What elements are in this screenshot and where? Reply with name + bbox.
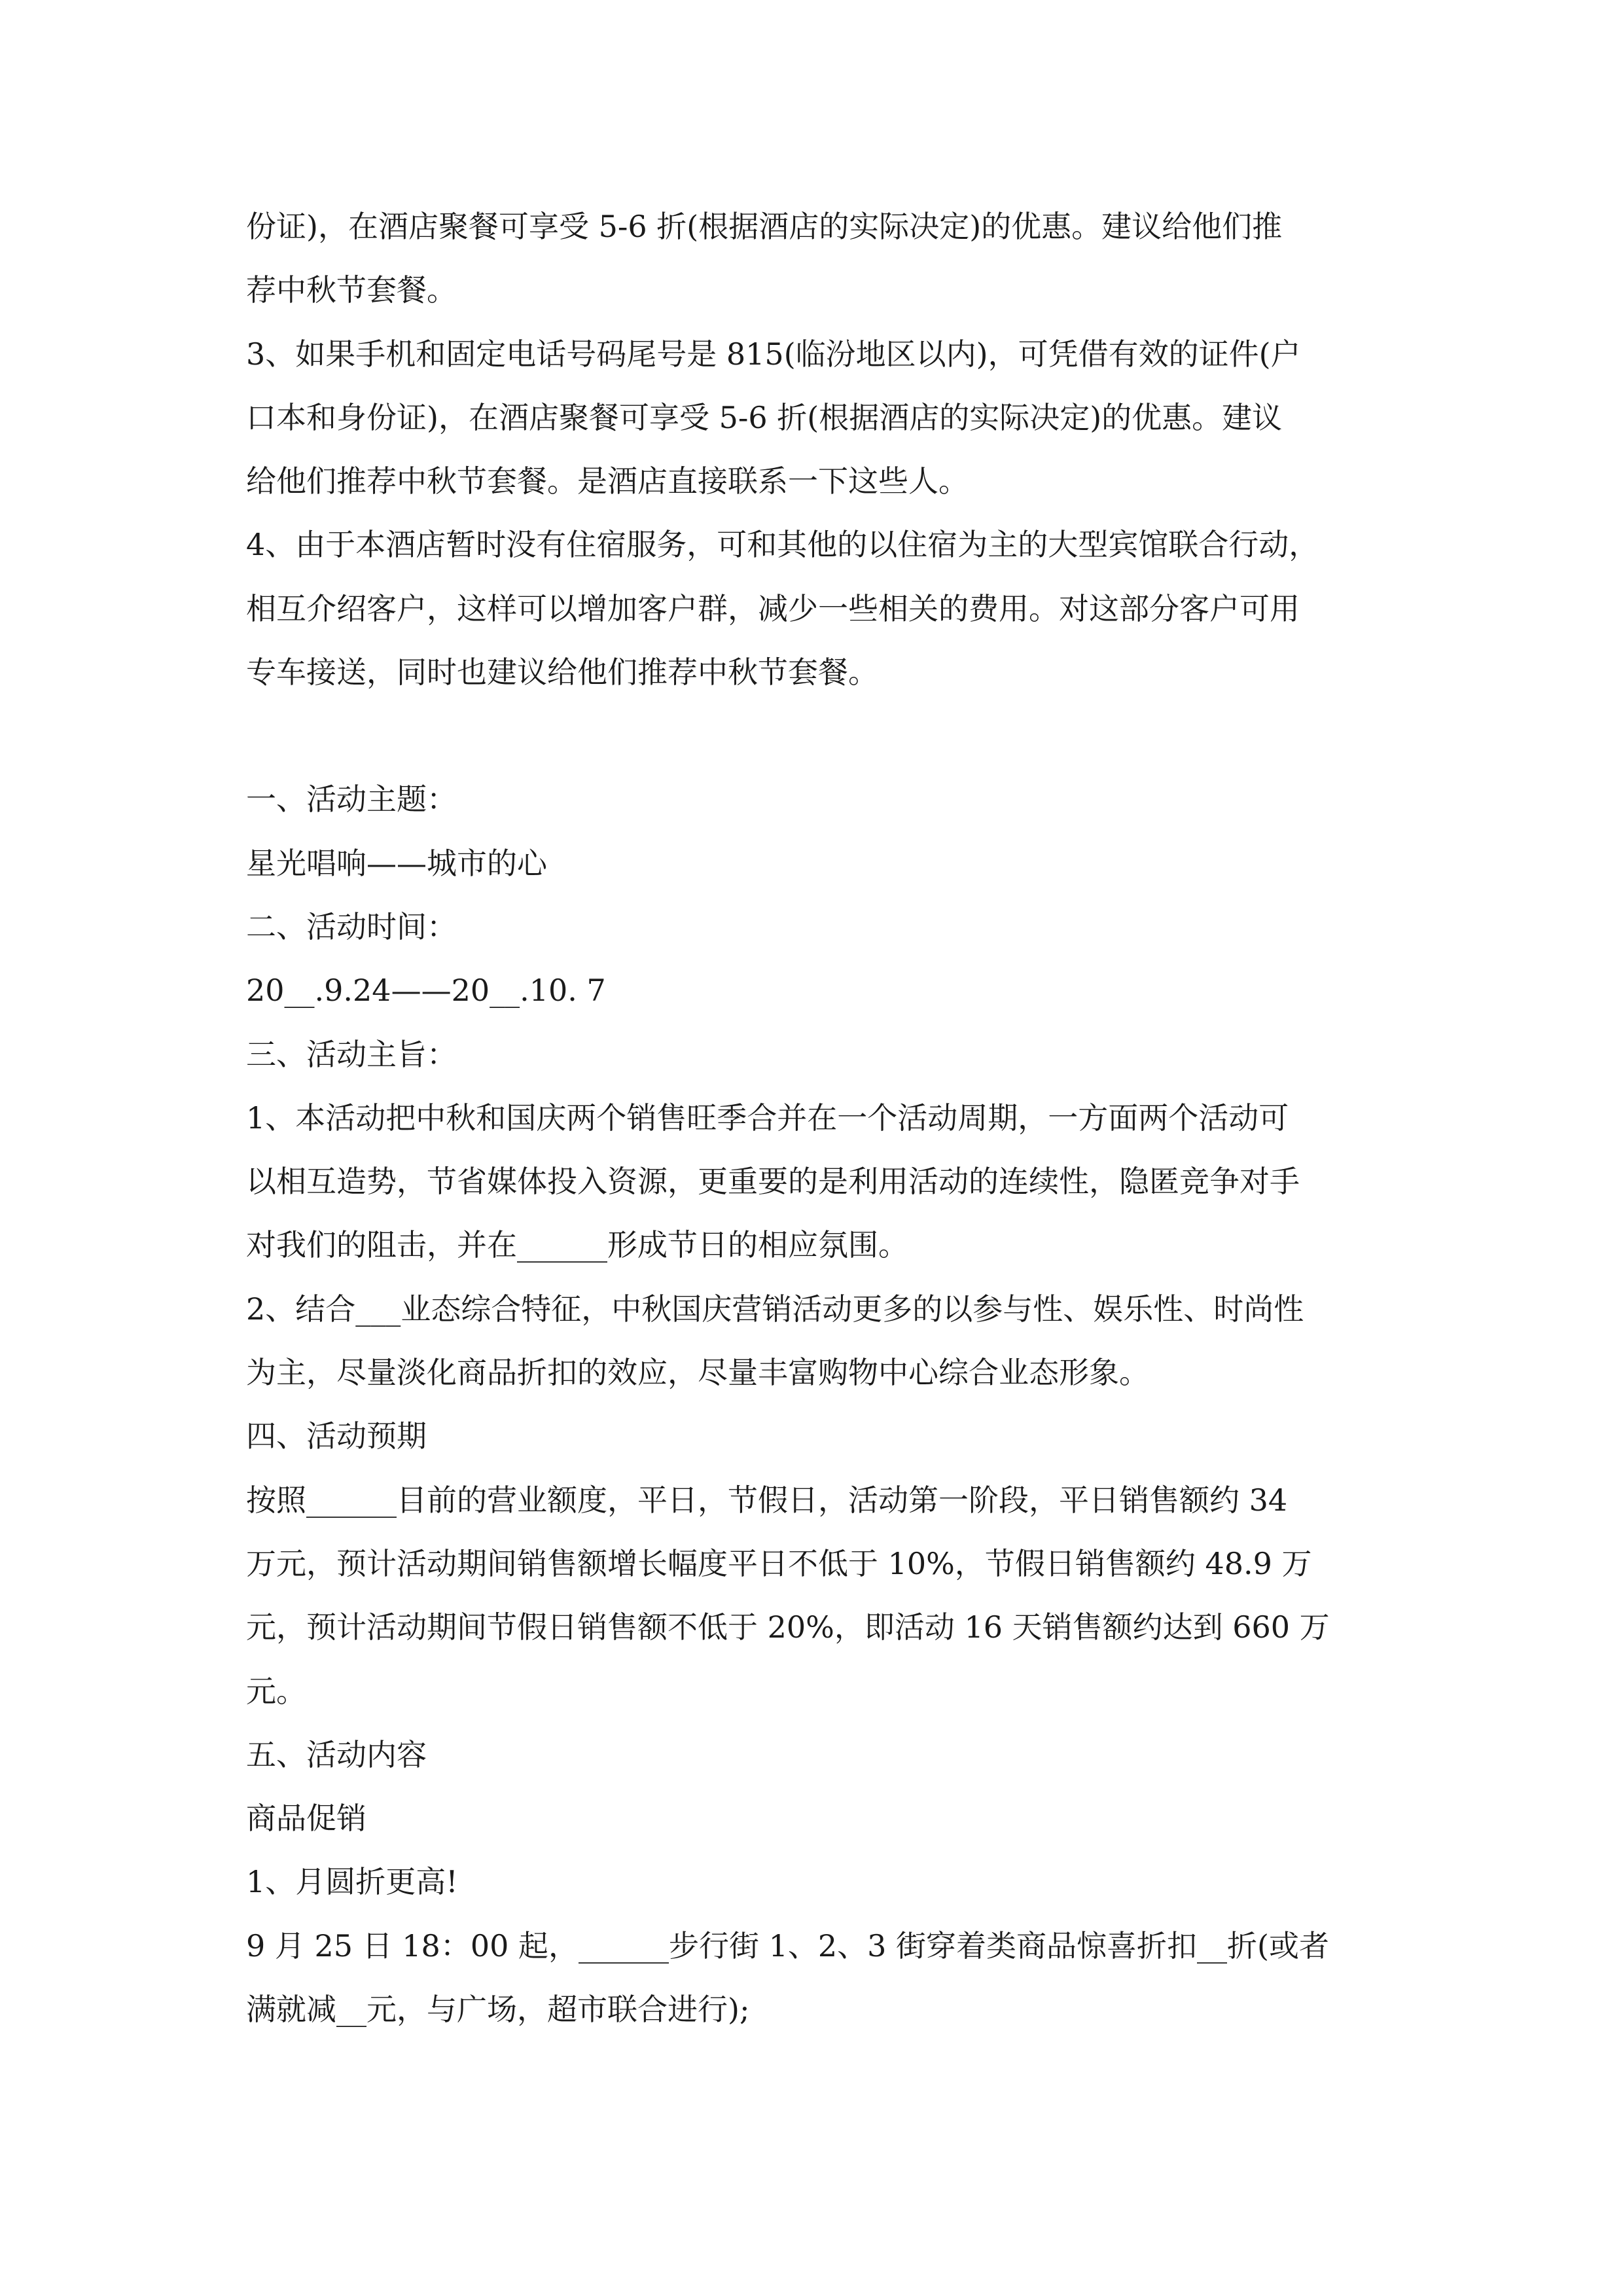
purpose-item-1 — [246, 1086, 1385, 1278]
heading-purpose: 三、活动主旨： — [246, 1036, 457, 1072]
time-text: 20__.9.24——20__.10. 7 — [246, 973, 606, 1009]
promotion-item-1-text — [246, 1914, 1385, 2042]
text-line: 2、结合___业态综合特征，中秋国庆营销活动更多的以参与性、娱乐性、时尚性 — [246, 1291, 1304, 1327]
heading-content: 五、活动内容 — [246, 1736, 427, 1772]
text-line: 荐中秋节套餐。 — [246, 272, 457, 308]
text-line: 满就减__元，与广场，超市联合进行); — [246, 1992, 750, 2028]
text-line: 给他们推荐中秋节套餐。是酒店直接联系一下这些人。 — [246, 463, 969, 499]
theme-text: 星光唱响——城市的心 — [246, 845, 547, 881]
text-line: 份证)，在酒店聚餐可享受 5-6 折(根据酒店的实际决定)的优惠。建议给他们推 — [246, 209, 1283, 244]
document-body — [246, 195, 1385, 2041]
subheading-promotion: 商品促销 — [246, 1801, 366, 1837]
text-line: 为主，尽量淡化商品折扣的效应，尽量丰富购物中心综合业态形象。 — [246, 1355, 1149, 1391]
text-line: 9 月 25 日 18：00 起，______步行街 1、2、3 街穿着类商品惊喜折扣__折(或者 — [246, 1928, 1329, 1964]
text-line: 相互介绍客户，这样可以增加客户群，减少一些相关的费用。对这部分客户可用 — [246, 590, 1300, 626]
text-line: 专车接送，同时也建议给他们推荐中秋节套餐。 — [246, 655, 878, 691]
expectation-text — [246, 1469, 1385, 1723]
text-line: 万元，预计活动期间销售额增长幅度平日不低于 10%，节假日销售额约 48.9 万 — [246, 1545, 1312, 1581]
heading-expectation: 四、活动预期 — [246, 1418, 427, 1454]
text-line: 对我们的阻击，并在______形成节日的相应氛围。 — [246, 1227, 908, 1263]
heading-theme: 一、活动主题： — [246, 781, 457, 817]
heading-time: 二、活动时间： — [246, 908, 457, 944]
para-item-3 — [246, 323, 1385, 514]
para-item-4 — [246, 513, 1385, 704]
text-line: 以相互造势，节省媒体投入资源，更重要的是利用活动的连续性，隐匿竞争对手 — [246, 1164, 1300, 1200]
para-continuation — [246, 195, 1385, 323]
text-line: 元，预计活动期间节假日销售额不低于 20%，即活动 16 天销售额约达到 660 万 — [246, 1609, 1330, 1645]
blank-gap — [246, 704, 1385, 768]
text-line: 1、本活动把中秋和国庆两个销售旺季合并在一个活动周期，一方面两个活动可 — [246, 1100, 1289, 1136]
text-line: 4、由于本酒店暂时没有住宿服务，可和其他的以住宿为主的大型宾馆联合行动， — [246, 527, 1319, 563]
text-line: 元。 — [246, 1673, 306, 1709]
promotion-item-1-title: 1、月圆折更高! — [246, 1864, 458, 1900]
text-line: 按照______目前的营业额度，平日，节假日，活动第一阶段，平日销售额约 34 — [246, 1482, 1288, 1518]
text-line: 3、如果手机和固定电话号码尾号是 815(临汾地区以内)，可凭借有效的证件(户 — [246, 336, 1301, 372]
purpose-item-2 — [246, 1278, 1385, 1405]
text-line: 口本和身份证)，在酒店聚餐可享受 5-6 折(根据酒店的实际决定)的优惠。建议 — [246, 399, 1283, 435]
